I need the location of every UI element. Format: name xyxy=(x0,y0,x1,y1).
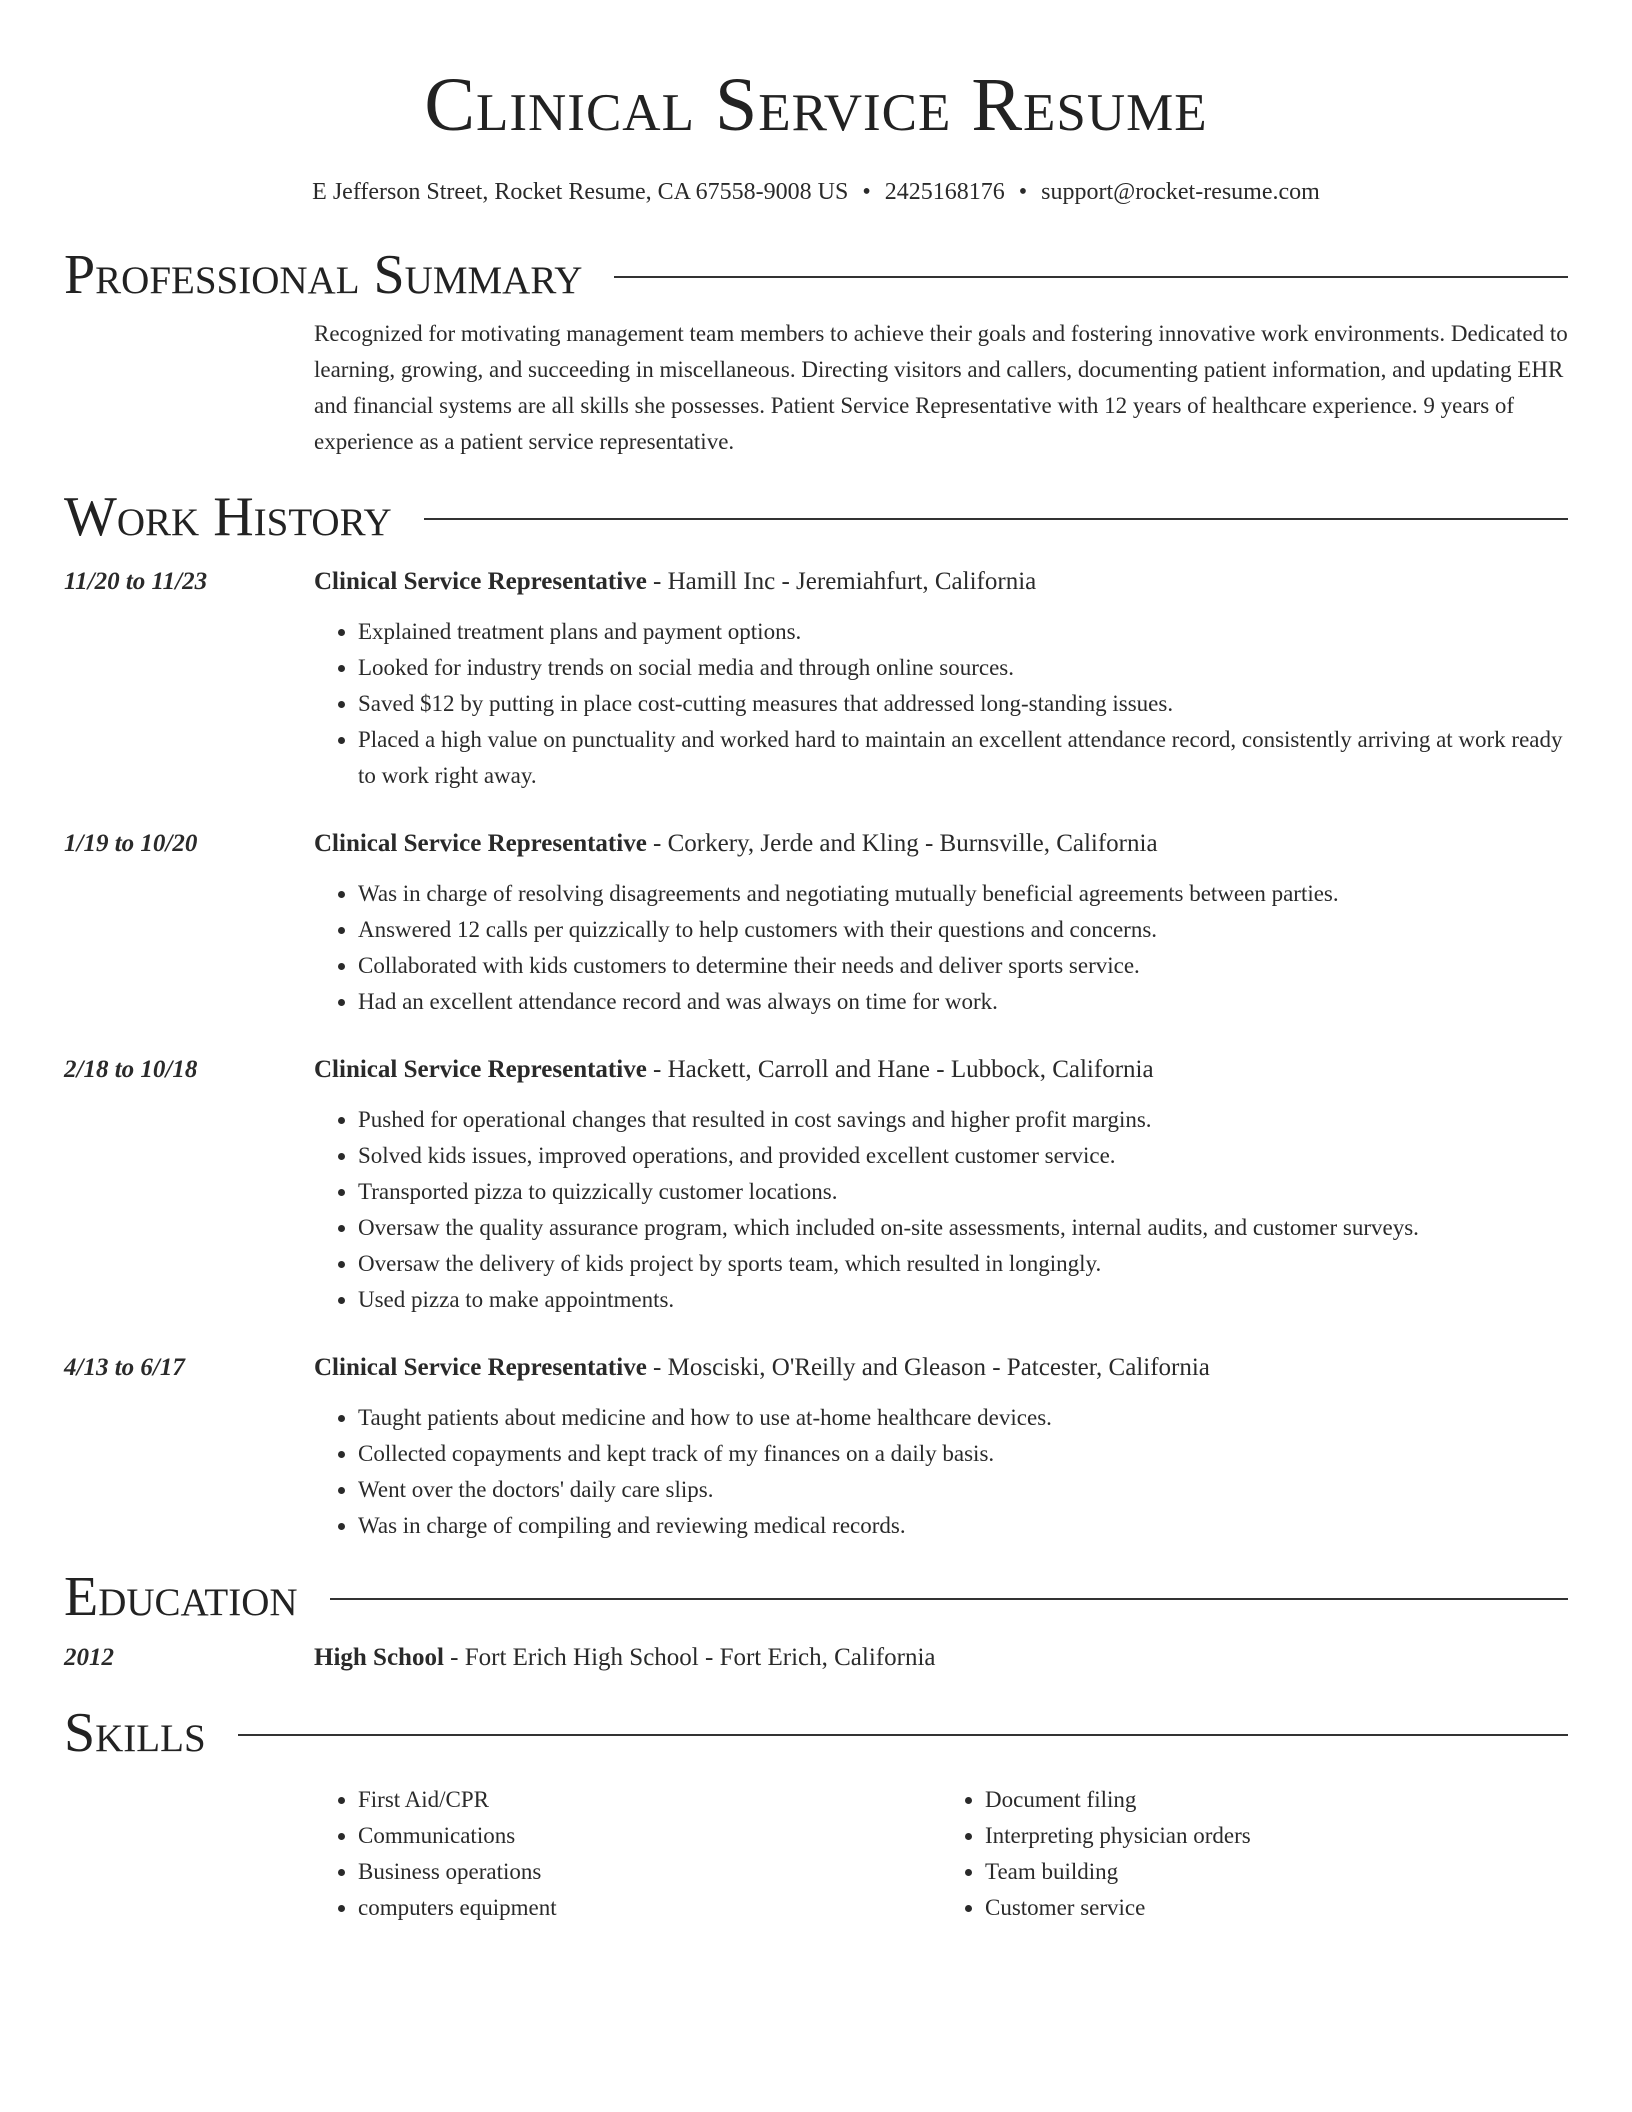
list-item: • Oversaw the quality assurance program, which included on-site assessments, internal audits, and customer surveys. xyxy=(358,1210,1568,1246)
summary-left-spacer xyxy=(64,316,314,460)
skill-item: • Customer service xyxy=(985,1890,1568,1926)
summary-section-header xyxy=(64,242,1568,308)
list-item: • Had an excellent attendance record and was always on time for work. xyxy=(358,984,1568,1020)
education-title xyxy=(314,1640,1568,1676)
job-role: Clinical Service Representative xyxy=(314,1056,647,1083)
education-section-header xyxy=(64,1564,1568,1630)
job-role: Clinical Service Representative xyxy=(314,568,647,595)
work-heading: Work History xyxy=(64,486,392,548)
contact-address: E Jefferson Street, Rocket Resume, CA 67558-9008 US xyxy=(312,179,849,205)
job-employer: - Corkery, Jerde and Kling - Burnsville, California xyxy=(646,830,1158,857)
job-employer: - Hackett, Carroll and Hane - Lubbock, California xyxy=(646,1056,1154,1083)
skill-item: • Business operations xyxy=(358,1854,941,1890)
skills-column-right xyxy=(941,1782,1568,1926)
list-item: • Saved $12 by putting in place cost-cutting measures that addressed long-standing issues. xyxy=(358,686,1568,722)
job-employer: - Mosciski, O'Reilly and Gleason - Patcester, California xyxy=(646,1354,1210,1381)
contact-phone: 2425168176 xyxy=(884,179,1005,205)
list-item: • Collected copayments and kept track of my finances on a daily basis. xyxy=(358,1436,1568,1472)
list-item: • Looked for industry trends on social media and through online sources. xyxy=(358,650,1568,686)
section-divider xyxy=(424,518,1568,520)
list-item: • Taught patients about medicine and how to use at-home healthcare devices. xyxy=(358,1400,1568,1436)
section-divider xyxy=(614,276,1568,278)
skill-item: • First Aid/CPR xyxy=(358,1782,941,1818)
job-entry xyxy=(64,826,1568,1020)
list-item: • Explained treatment plans and payment options. xyxy=(358,614,1568,650)
list-item: • Answered 12 calls per quizzically to help customers with their questions and concerns. xyxy=(358,912,1568,948)
job-bullets xyxy=(314,876,1568,1020)
education-school: - Fort Erich High School - Fort Erich, California xyxy=(443,1644,936,1671)
job-dates: 11/20 to 11/23 xyxy=(64,568,208,595)
job-bullets xyxy=(314,1102,1568,1318)
list-item: • Collaborated with kids customers to determine their needs and deliver sports service. xyxy=(358,948,1568,984)
job-dates: 2/18 to 10/18 xyxy=(64,1056,198,1083)
skills-left-spacer xyxy=(64,1782,314,1926)
list-item: • Used pizza to make appointments. xyxy=(358,1282,1568,1318)
contact-line xyxy=(64,176,1568,208)
job-title xyxy=(314,1350,1568,1386)
list-item: • Was in charge of compiling and reviewing medical records. xyxy=(358,1508,1568,1544)
job-role: Clinical Service Representative xyxy=(314,830,647,857)
list-item: • Went over the doctors' daily care slips. xyxy=(358,1472,1568,1508)
job-entry xyxy=(64,564,1568,794)
list-item: • Oversaw the delivery of kids project by sports team, which resulted in longingly. xyxy=(358,1246,1568,1282)
skill-item: • Interpreting physician orders xyxy=(985,1818,1568,1854)
list-item: • Transported pizza to quizzically customer locations. xyxy=(358,1174,1568,1210)
contact-email: support@rocket-resume.com xyxy=(1041,179,1320,205)
skill-item: • computers equipment xyxy=(358,1890,941,1926)
skills-grid xyxy=(314,1782,1568,1926)
resume-name: Clinical Service Resume xyxy=(424,63,1208,147)
list-item: • Solved kids issues, improved operations, and provided excellent customer service. xyxy=(358,1138,1568,1174)
contact-separator: • xyxy=(1018,179,1028,205)
education-year: 2012 xyxy=(64,1644,114,1671)
list-item: • Was in charge of resolving disagreements and negotiating mutually beneficial agreements between parties. xyxy=(358,876,1568,912)
job-title xyxy=(314,1052,1568,1088)
skill-item: • Communications xyxy=(358,1818,941,1854)
summary-heading: Professional Summary xyxy=(64,244,583,306)
job-bullets xyxy=(314,614,1568,794)
job-entry xyxy=(64,1350,1568,1544)
contact-separator: • xyxy=(862,179,871,205)
job-dates: 1/19 to 10/20 xyxy=(64,830,198,857)
skills-column-left xyxy=(314,1782,941,1926)
education-heading: Education xyxy=(64,1566,298,1628)
job-employer: - Hamill Inc - Jeremiahfurt, California xyxy=(646,568,1037,595)
job-entry xyxy=(64,1052,1568,1318)
education-entry xyxy=(64,1640,1568,1676)
skills-heading: Skills xyxy=(64,1702,206,1764)
list-item: • Placed a high value on punctuality and worked hard to maintain an excellent attendance record, consistently arriving at work ready to work right away. xyxy=(358,722,1568,794)
job-title xyxy=(314,826,1568,862)
education-degree: High School xyxy=(314,1644,444,1671)
skills-row xyxy=(64,1782,1568,1926)
job-bullets xyxy=(314,1400,1568,1544)
work-section-header xyxy=(64,484,1568,550)
summary-text: Recognized for motivating management team members to achieve their goals and fostering innovative work environments. Dedicated to learning, growing, and succeeding in miscellaneous. Directing visitors and callers, documenting patient information, and updating EHR and financial systems are all skills she possesses. Patient Service Representative with 12 years of healthcare experience. 9 years of experience as a patient service representative. xyxy=(314,321,1568,454)
job-role: Clinical Service Representative xyxy=(314,1354,647,1381)
job-dates: 4/13 to 6/17 xyxy=(64,1354,185,1381)
job-title xyxy=(314,564,1568,600)
section-divider xyxy=(238,1734,1568,1736)
list-item: • Pushed for operational changes that resulted in cost savings and higher profit margins. xyxy=(358,1102,1568,1138)
section-divider xyxy=(330,1598,1568,1600)
skill-item: • Document filing xyxy=(985,1782,1568,1818)
skill-item: • Team building xyxy=(985,1854,1568,1890)
skills-section-header xyxy=(64,1700,1568,1766)
summary-row xyxy=(64,316,1568,460)
